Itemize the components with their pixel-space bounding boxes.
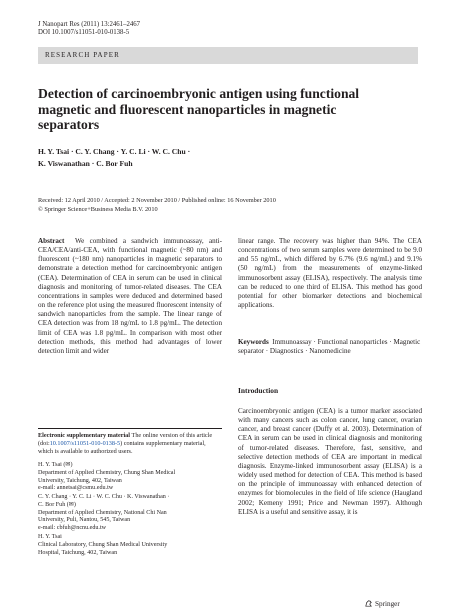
journal-header (38, 21, 140, 38)
abstract-continued (238, 237, 422, 310)
affiliation-2-authors-cont: C. Bor Fuh (✉) (38, 501, 76, 508)
springer-horse-icon (364, 599, 373, 608)
publisher-name: Springer (375, 600, 400, 608)
affiliation-1-author: H. Y. Tsai (✉) (38, 462, 73, 468)
affiliation-2-email[interactable]: e-mail: cbfuh@ncnu.edu.tw (38, 525, 107, 532)
affiliation-1-email[interactable]: e-mail: annetsai@csmu.edu.tw (38, 485, 114, 492)
keywords-label: Keywords (238, 338, 269, 346)
abstract-continued-text: linear range. The recovery was higher than 94%. The CEA concentrations of two serum samples were determined to be 9.0 and 55 ng/mL, which differed by 6.7% (9.6 ng/mL) and 9.1% (50 ng/mL) from the measurements of enzyme-linked immunosorbent assay (ELISA), respectively. The analysis time can be reduced to one third of ELISA. This method has good potential for other biomarker detections and biochemical applications. (238, 237, 422, 310)
esm-label: Electronic supplementary material (38, 432, 130, 439)
title-line-2: magnetic and fluorescent nanoparticles in magnetic (38, 101, 337, 117)
journal-citation: J Nanopart Res (2011) 13:2461–2467 (38, 21, 141, 28)
title-line-3: separators (38, 117, 100, 132)
author-list (38, 146, 398, 169)
copyright-line: © Springer Science+Business Media B.V. 2010 (38, 205, 158, 213)
affiliation-2-authors: C. Y. Chang · Y. C. Li · W. C. Chu · K. Viswanathan · (38, 494, 170, 500)
abstract-text: We combined a sandwich immunoassay, anti-CEA/CEA/anti-CEA, with functional magnetic (~80 nm) and fluorescent (~180 nm) nanoparticles in magnetic separators to demonstrate a detection method for carcinoembryonic antigen (CEA). Determination of CEA in serum can be used in clinical diagnosis and monitoring of tumor-related diseases. The CEA concentrations in samples were deduced and determined based on the reference plot using the measured fluorescent intensity of sandwich nanoparticles from the sample. The linear range of CEA detection was from 18 ng/mL to 1.8 pg/mL. The detection limit of CEA was 1.8 pg/mL. In comparison with most other detection methods, this method had advantages of lower detection limit and wider (38, 237, 222, 355)
publisher-footer (364, 599, 400, 608)
doi-link[interactable]: 10.1007/s11051-010-0138-5 (49, 439, 121, 447)
esm-text-a: The online version of this article (doi: (38, 432, 213, 447)
abstract-label: Abstract (38, 237, 65, 245)
affiliation-2-dept: Department of Applied Chemistry, National Chi Nan (38, 509, 167, 516)
affiliation-3 (38, 534, 222, 557)
affiliation-1-place: University, Taichung, 402, Taiwan (38, 477, 122, 484)
affiliation-2 (38, 494, 222, 533)
introduction-heading: Introduction (238, 386, 279, 395)
dates-line: Received: 12 April 2010 / Accepted: 2 November 2010 / Published online: 16 November 2010 (38, 197, 276, 204)
introduction-text: Carcinoembryonic antigen (CEA) is a tumor marker associated with many cancers such as colon cancer, lung cancer, ovarian cancer, and breast cancer (Duffy et al. 2003). Determination of CEA in serum can be used in clinical diagnosis and monitoring of tumor-related diseases. Therefore, fast, sensitive, and selective detection methods of CEA are important in medical diagnosis. Enzyme-linked immunosorbent assay (ELISA) is a widely used method for detection of CEA. This method is based on the principle of immunoassay with enhanced detection of enzymes for biomolecules in the field of life science (Haugland 2002; Kemeny 1991; Price and Newman 1997). Although ELISA is a useful and sensitive assay, it is (238, 407, 422, 516)
doi-line: DOI 10.1007/s11051-010-0138-5 (38, 29, 130, 37)
affiliation-1-dept: Department of Applied Chemistry, Chung Shan Medical (38, 469, 176, 476)
affiliation-3-place: Hospital, Taichung, 402, Taiwan (38, 549, 118, 556)
affiliation-3-author: H. Y. Tsai (38, 534, 62, 540)
publication-dates (38, 197, 418, 214)
abstract-block (38, 237, 222, 356)
supplementary-note (38, 432, 222, 455)
section-banner (38, 47, 418, 64)
authors-line-2: K. Viswanathan · C. Bor Fuh (38, 158, 133, 168)
introduction-body (238, 407, 422, 517)
keywords-block (238, 338, 422, 356)
footnote-divider (38, 428, 222, 429)
title-line-1: Detection of carcinoembryonic antigen using functional (38, 86, 360, 101)
affiliation-3-dept: Clinical Laboratory, Chung Shan Medical University (38, 541, 168, 548)
paper-title (38, 86, 398, 133)
section-label: RESEARCH PAPER (45, 51, 120, 59)
esm-text-b: ) contains supplementary material, which is available to authorized users. (38, 439, 206, 455)
keywords-text: Immunoassay · Functional nanoparticles · Magnetic separator · Diagnostics · Nanomedicine (238, 338, 421, 356)
affiliation-2-place: University, Puli, Nantou, 545, Taiwan (38, 517, 131, 524)
authors-line-1: H. Y. Tsai · C. Y. Chang · Y. C. Li · W. C. Chu · (38, 147, 191, 156)
affiliation-1 (38, 462, 222, 493)
